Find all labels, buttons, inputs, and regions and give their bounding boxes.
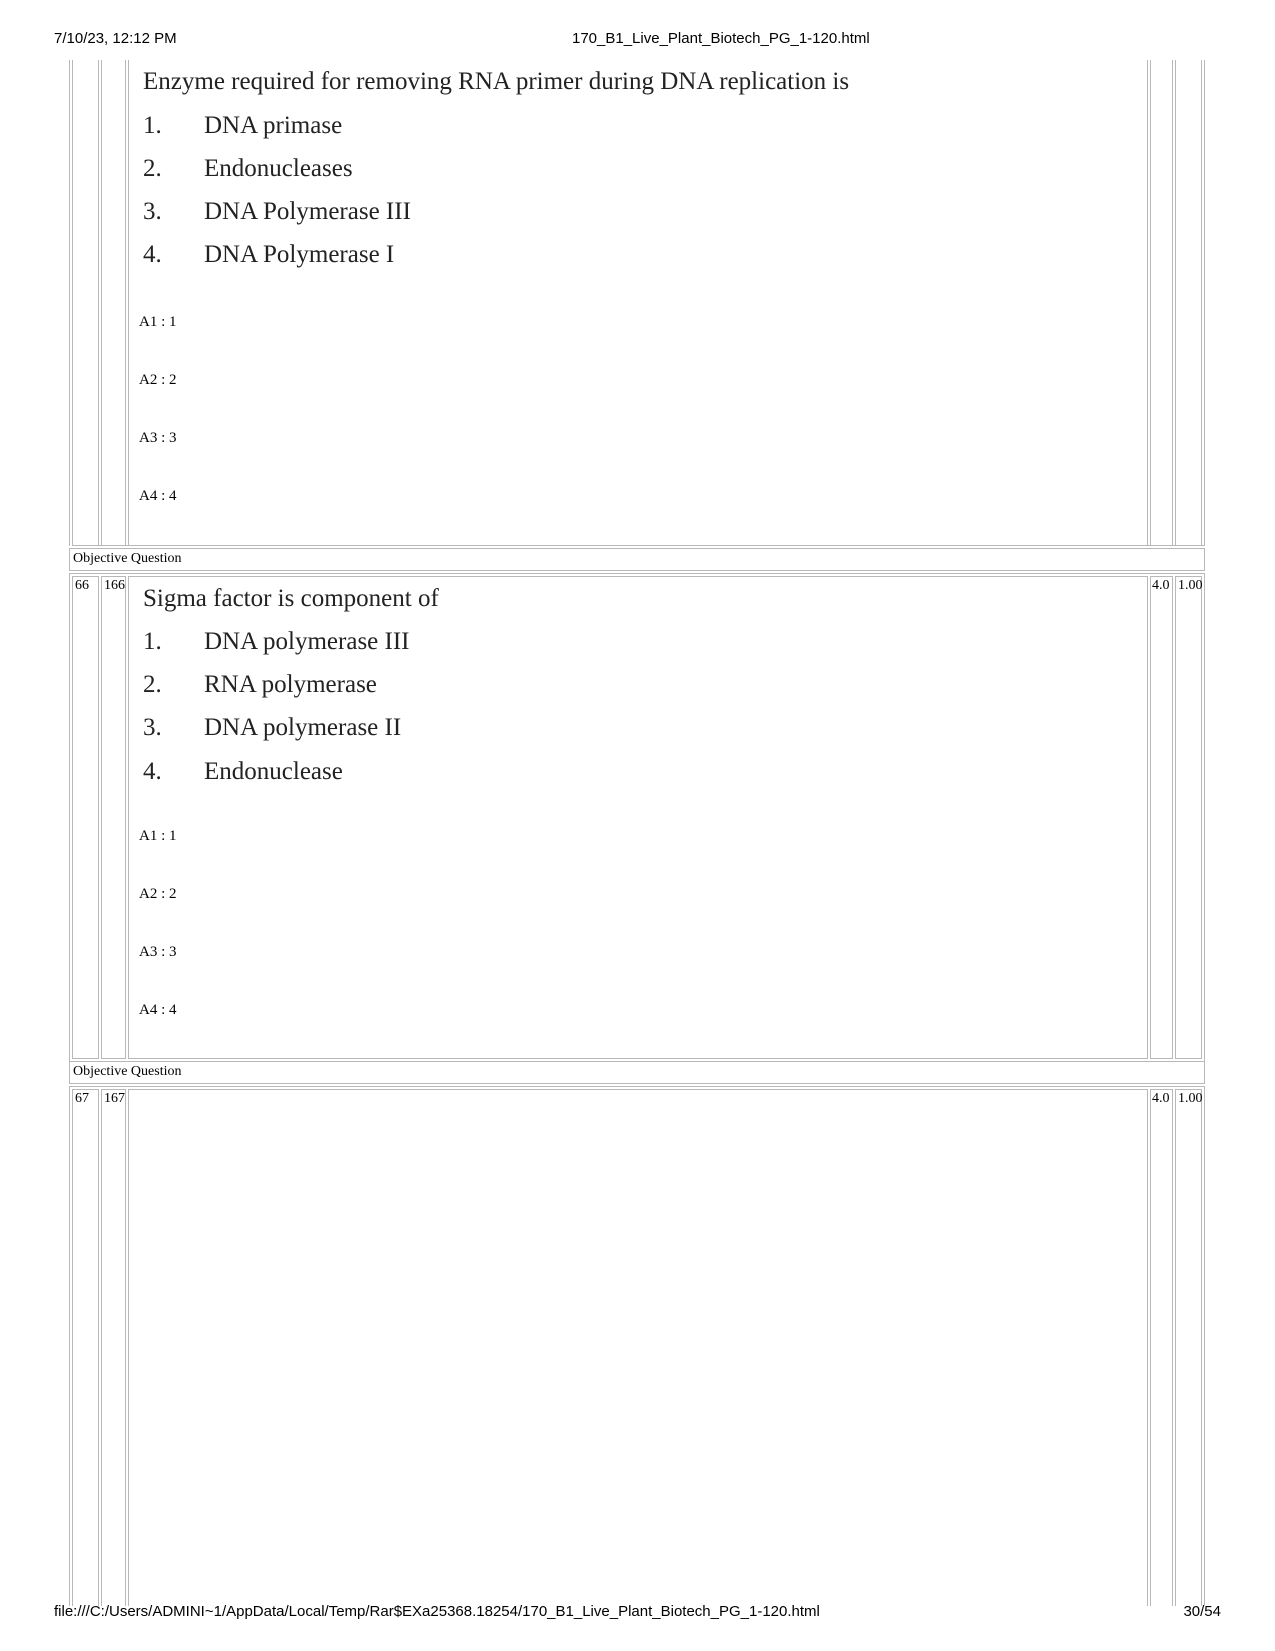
question-id: 166 [104,578,125,593]
marks: 4.0 [1152,1091,1170,1106]
serial-number: 67 [75,1091,89,1106]
option-1: 1. DNA polymerase III [143,628,410,655]
print-datetime: 7/10/23, 12:12 PM [54,30,177,47]
option-2: 2. RNA polymerase [143,671,377,698]
answer-a4: A4 : 4 [139,1002,177,1018]
question-text: Enzyme required for removing RNA primer during DNA replication is [143,68,850,95]
answer-a4: A4 : 4 [139,488,177,504]
file-path: file:///C:/Users/ADMINI~1/AppData/Local/Temp/Rar$EXa25368.18254/170_B1_Live_Plant_Biotech_PG_1-120.html [54,1603,820,1620]
section-label: Objective Question [73,1064,182,1079]
answer-a3: A3 : 3 [139,430,177,446]
negative-marks: 1.00 [1178,1091,1203,1106]
section-label-row [69,1061,1205,1084]
negative-marks: 1.00 [1178,578,1203,593]
answer-a2: A2 : 2 [139,886,177,902]
option-4: 4. DNA Polymerase I [143,241,395,268]
section-label: Objective Question [73,551,182,566]
serial-number: 66 [75,578,89,593]
answer-a1: A1 : 1 [139,828,177,844]
option-4: 4. Endonuclease [143,758,343,785]
option-3: 3. DNA Polymerase III [143,198,411,225]
option-2: 2. Endonucleases [143,155,353,182]
option-3: 3. DNA polymerase II [143,714,402,741]
answer-a1: A1 : 1 [139,314,177,330]
document-title: 170_B1_Live_Plant_Biotech_PG_1-120.html [572,30,870,47]
page-number: 30/54 [1183,1603,1221,1620]
option-1: 1. DNA primase [143,112,343,139]
question-text: Sigma factor is component of [143,585,439,612]
answer-a3: A3 : 3 [139,944,177,960]
question-id: 167 [104,1091,125,1106]
section-label-row [69,548,1205,571]
marks: 4.0 [1152,578,1170,593]
answer-a2: A2 : 2 [139,372,177,388]
